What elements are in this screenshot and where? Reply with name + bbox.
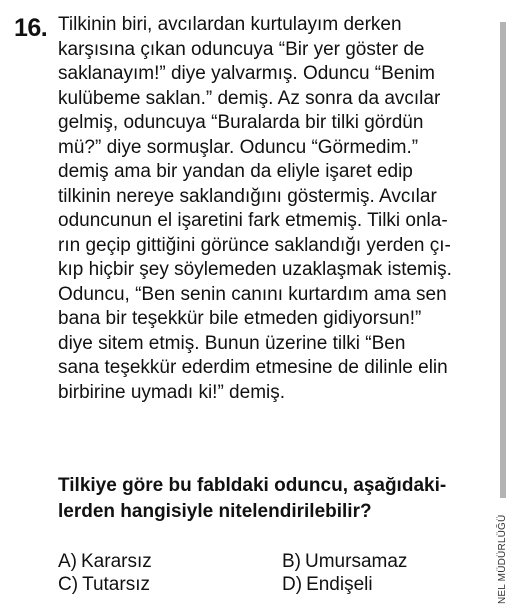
- option-text: Endişeli: [306, 574, 373, 595]
- passage-line: kulübeme saklan.” demiş. Az sonra da avcılar: [58, 87, 441, 109]
- option-letter: D): [282, 574, 303, 595]
- passage-line: kıp hiçbir şey söylemeden uzaklaşmak istemiş.: [58, 259, 452, 280]
- option-b[interactable]: [282, 551, 407, 573]
- option-c[interactable]: [58, 574, 150, 596]
- answer-options: [58, 551, 498, 599]
- margin-vertical-text: [496, 508, 510, 604]
- passage-line: gelmiş, oduncuya “Buralarda bir tilki gördün: [58, 112, 424, 133]
- option-letter: B): [282, 551, 301, 572]
- passage-line: demiş ama bir yandan da eliyle işaret edip: [58, 161, 413, 182]
- passage-line: tilkinin nereye saklandığını göstermiş. Avcılar: [58, 185, 437, 207]
- passage-line: sana teşekkür ederdim etmesine de dilinle elin: [58, 357, 448, 378]
- option-text: Tutarsız: [82, 574, 150, 595]
- passage-line: bana bir teşekkür bile etmeden gidiyorsun!”: [58, 308, 422, 329]
- option-d[interactable]: [282, 574, 373, 596]
- passage-text: [58, 13, 498, 405]
- passage-line: Oduncu, “Ben senin canını kurtardım ama sen: [58, 283, 447, 305]
- option-text: Kararsız: [81, 551, 152, 572]
- passage-line: Tilkinin biri, avcılardan kurtulayım derken: [58, 14, 402, 35]
- passage-line: rın geçip gittiğini görünce saklandığı yerden çı-: [58, 234, 451, 256]
- passage-line: oduncunun el işaretini fark etmemiş. Tilki onla-: [58, 210, 448, 231]
- margin-text: NEL MÜDÜRLÜĞÜ: [497, 514, 508, 604]
- option-letter: A): [58, 551, 77, 572]
- passage-line: saklanayım!” diye yalvarmış. Oduncu “Benim: [58, 63, 435, 84]
- prompt-line: lerden hangisiyle nitelendirilebilir?: [58, 501, 372, 522]
- passage-line: birbirine uymadı ki!” demiş.: [58, 381, 286, 403]
- option-a[interactable]: [58, 551, 152, 573]
- passage-line: diye sitem etmiş. Bunun üzerine tilki “Ben: [58, 332, 406, 354]
- question-prompt: [58, 473, 498, 525]
- option-letter: C): [58, 574, 79, 595]
- margin-divider: [500, 22, 506, 498]
- question-number: 16.: [14, 14, 48, 42]
- passage-line: mü?” diye sormuşlar. Oduncu “Görmedim.”: [58, 136, 419, 158]
- passage-line: karşısına çıkan oduncuya “Bir yer göster de: [58, 38, 425, 60]
- prompt-line: Tilkiye göre bu fabldaki oduncu, aşağıdaki-: [58, 475, 447, 496]
- option-text: Umursamaz: [305, 551, 408, 572]
